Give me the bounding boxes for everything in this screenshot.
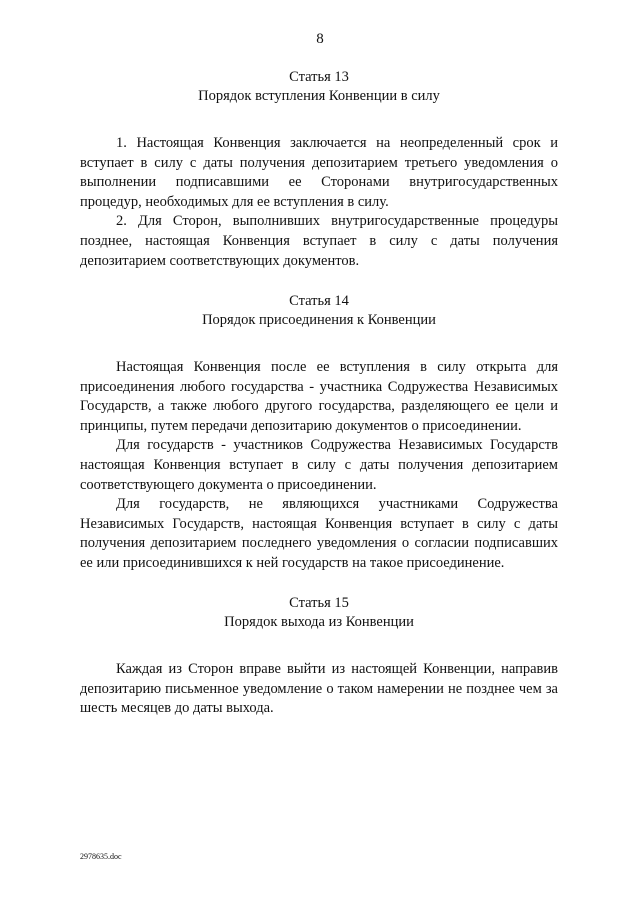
paragraph: Для государств - участников Содружества Независимых Государств настоящая Конвенция вступает в силу с даты получения депозитарием соответствующего документа о присоединении. bbox=[80, 437, 558, 493]
article-14 bbox=[80, 292, 558, 574]
article-title: Статья 14 bbox=[289, 293, 349, 309]
paragraph: 1. Настоящая Конвенция заключается на неопределенный срок и вступает в силу с даты получения депозитарием третьего уведомления о выполнении подписавшими ее Сторонами внутригосударственных процедур, необходимых для ее вступления в силу. bbox=[80, 135, 558, 210]
paragraph: Для государств, не являющихся участниками Содружества Независимых Государств, настоящая Конвенция вступает в силу с даты получения депозитарием последнего уведомления о согласии подписавших ее или присоединившихся к ней государств на такое присоединение. bbox=[80, 496, 558, 571]
article-heading: Порядок присоединения к Конвенции bbox=[202, 312, 436, 328]
footer-file-name: 2978635.doc bbox=[80, 852, 122, 861]
article-title: Статья 13 bbox=[289, 69, 349, 85]
article-13 bbox=[80, 68, 558, 271]
article-title: Статья 15 bbox=[289, 595, 349, 611]
article-body bbox=[80, 358, 558, 574]
paragraph: 2. Для Сторон, выполнивших внутригосударственные процедуры позднее, настоящая Конвенция вступает в силу с даты получения депозитарием соответствующих документов. bbox=[80, 213, 558, 269]
paragraph: Настоящая Конвенция после ее вступления в силу открыта для присоединения любого государства - участника Содружества Независимых Государств, а также любого другого государства, разделяющего ее цели и принципы, путем передачи депозитарию документов о присоединении. bbox=[80, 359, 558, 434]
article-body bbox=[80, 660, 558, 719]
article-heading: Порядок вступления Конвенции в силу bbox=[198, 88, 440, 104]
article-heading: Порядок выхода из Конвенции bbox=[224, 614, 414, 630]
page-number: 8 bbox=[316, 31, 324, 47]
article-15 bbox=[80, 594, 558, 719]
paragraph: Каждая из Сторон вправе выйти из настоящей Конвенции, направив депозитарию письменное уведомление о таком намерении не позднее чем за шесть месяцев до даты выхода. bbox=[80, 661, 558, 717]
article-body bbox=[80, 134, 558, 271]
